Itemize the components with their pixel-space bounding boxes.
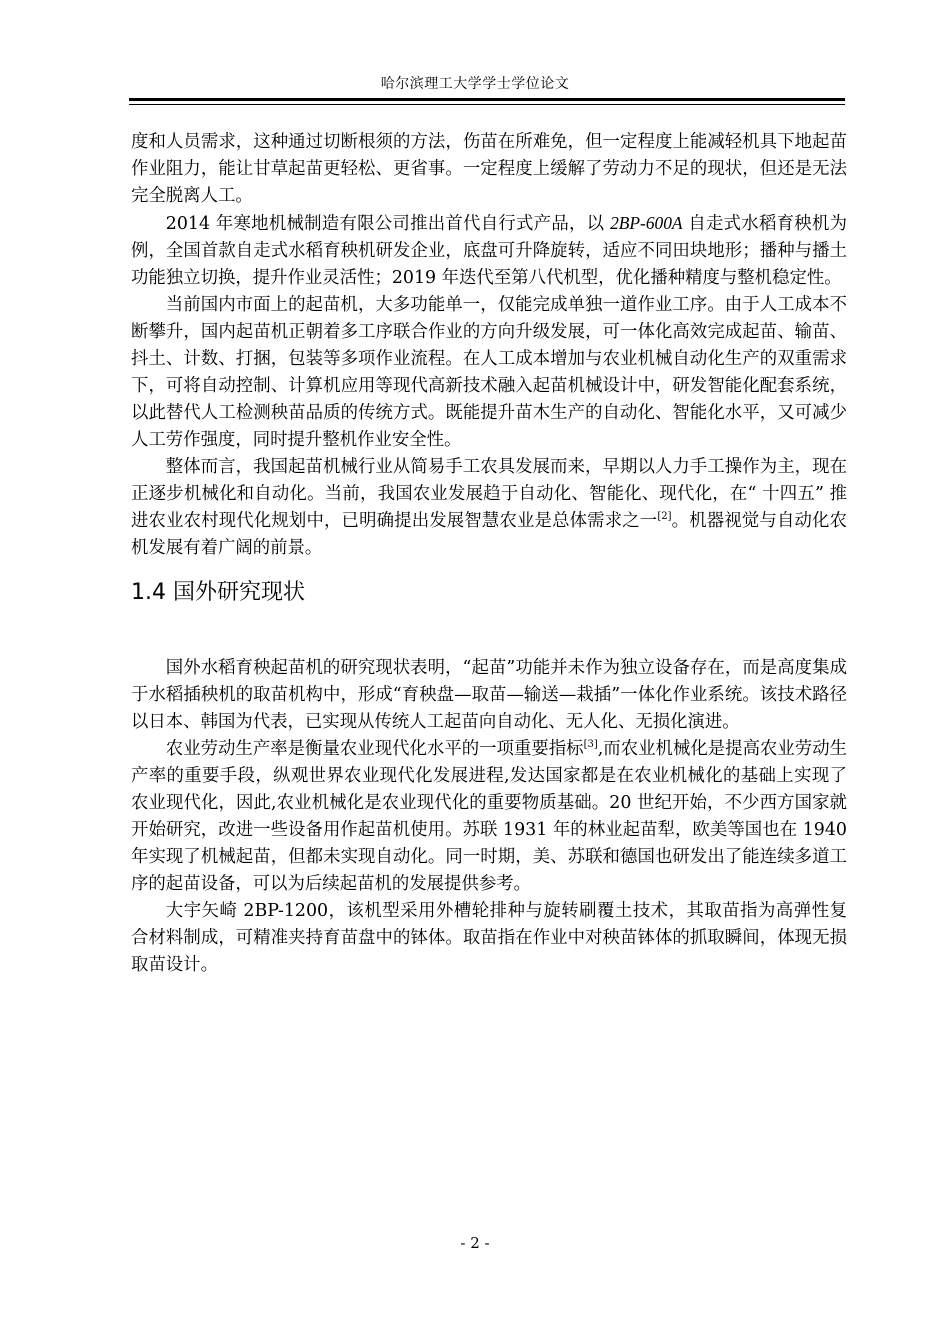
paragraph-continued: 度和人员需求，这种通过切断根须的方法，伤苗在所难免，但一定程度上能减轻机具下地起苗作业阻力，能让甘草起苗更轻松、更省事。一定程度上缓解了劳动力不足的现状，但还是无法完全脱离人工。 [131,132,847,206]
model-name: 2BP-600A [610,213,683,233]
paragraph-productivity [131,736,847,898]
paragraph-text: 整体而言，我国起苗机械行业从简易手工农具发展而来，早期以人力手工操作为主，现在正逐步机械化和自动化。当前，我国农业发展趋于自动化、智能化、现代化，在“ 十四五” 推进农业农村现代化规划中，已明确提出发展智慧农业是总体需求之一 [131,457,847,531]
paragraph-2bp-600a [131,210,847,292]
section-spacer [131,613,847,655]
paragraph-daewoo: 大宇矢崎 2BP-1200，该机型采用外槽轮排种与旋转刷覆土技术，其取苗指为高弹性复合材料制成，可精准夹持育苗盘中的钵体。取苗指在作业中对秧苗钵体的抓取瞬间，体现无损取苗设计。 [131,901,847,975]
paragraph-text: 农业劳动生产率是衡量农业现代化水平的一项重要指标 [165,739,584,759]
citation-ref: [3] [583,739,598,751]
page-number: - 2 - [460,1234,490,1252]
paragraph-text: ,而农业机械化是提高农业劳动生产率的重要手段，纵观世界农业现代化发展进程,发达国家都是在农业机械化的基础上实现了农业现代化，因此,农业机械化是农业现代化的重要物质基础。20 世纪开始，不少西方国家就开始研究，改进一些设备用作起苗机使用。苏联 1931 年的林业起苗犁，欧美等国也在 1940 年实现了机械起苗，但都未实现自动化。同一时期，美、苏联和德国也研发出了能连续多道工序的起苗设备，可以为后续起苗机的发展提供参考。 [131,739,848,894]
header-rule-thin [129,104,845,105]
page-body [131,129,847,979]
running-header: 哈尔滨理工大学学士学位论文 [380,76,570,92]
paragraph-domestic-market: 当前国内市面上的起苗机，大多功能单一，仅能完成单独一道作业工序。由于人工成本不断攀升，国内起苗机正朝着多工序联合作业的方向升级发展，可一体化高效完成起苗、输苗、抖土、计数、打捆，包装等多项作业流程。在人工成本增加与农业机械自动化生产的双重需求下，可将自动控制、计算机应用等现代高新技术融入起苗机械设计中，研发智能化配套系统，以此替代人工检测秧苗品质的传统方式。既能提升苗木生产的自动化、智能化水平，又可减少人工劳作强度，同时提升整机作业安全性。 [131,295,847,450]
section-heading: 1.4 国外研究现状 [131,580,305,605]
paragraph-foreign-status: 国外水稻育秧起苗机的研究现状表明，“起苗”功能并未作为独立设备存在，而是高度集成于水稻插秧机的取苗机构中，形成“育秧盘—取苗—输送—栽插”一体化作业系统。该技术路径以日本、韩国为代表，已实现从传统人工起苗向自动化、无人化、无损化演进。 [131,658,847,732]
paragraph-text: 2014 年寒地机械制造有限公司推出首代自行式产品，以 [165,214,611,234]
paragraph-overall [131,454,847,562]
paragraph-text: 自走式水稻育秧机为例，全国首款自走式水稻育秧机研发企业，底盘可升降旋转，适应不同田块地形；播种与播土功能独立切换，提升作业灵活性；2019 年迭代至第八代机型，优化播种精度与整机稳定性。 [131,214,847,288]
paragraph-text: 。机器视觉与自动化农机发展有着广阔的前景。 [131,511,847,558]
header-rule-thick [129,98,845,101]
citation-ref: [2] [657,511,672,523]
